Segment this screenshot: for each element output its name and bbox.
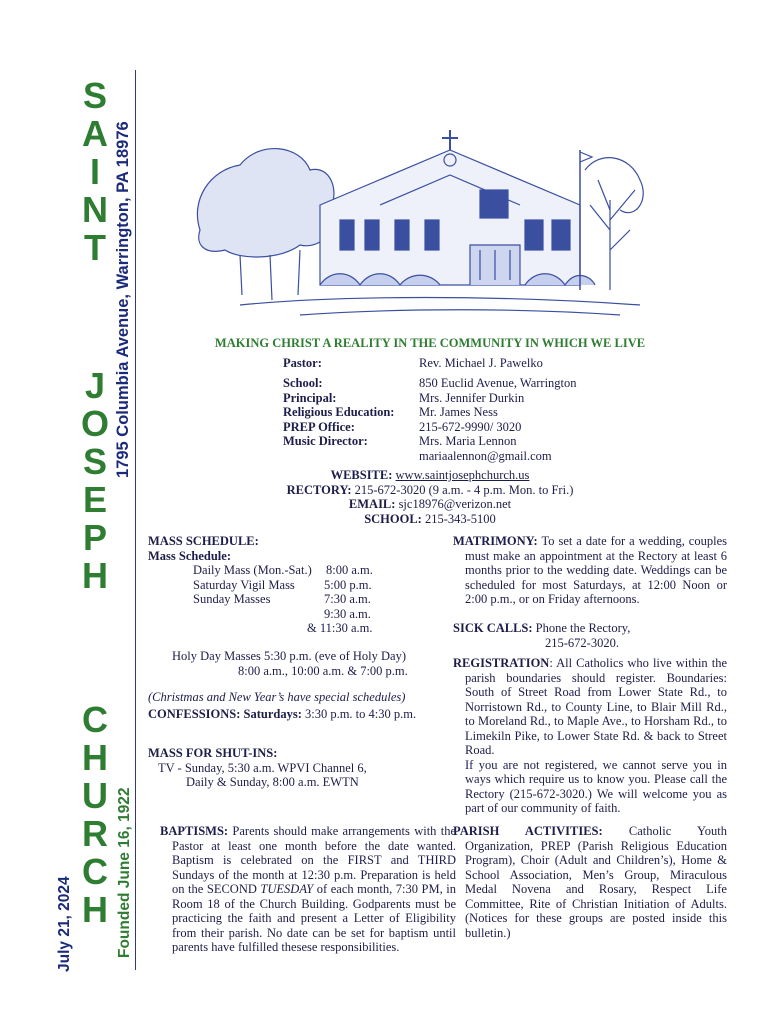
mass-row-time: 8:00 a.m.: [326, 563, 373, 577]
registration-text-2: If you are not registered, we cannot serve you in ways which require us to know you. Please call the Rectory (215-672-3020.) We will welcome you as part of our community of faith.: [465, 757, 727, 815]
letter: H: [82, 889, 108, 930]
rectory-value: 215-672-3020 (9 a.m. - 4 p.m. Mon. to Fri.): [354, 482, 574, 497]
letter: A: [82, 113, 108, 154]
holy-day-line-2: 8:00 a.m., 10:00 a.m. & 7:00 p.m.: [238, 663, 408, 678]
parish-activities: [453, 824, 727, 940]
rectory-label: RECTORY:: [286, 482, 352, 497]
music-value: Mrs. Maria Lennon: [419, 434, 517, 448]
principal-label: Principal:: [283, 390, 337, 405]
letter: O: [80, 403, 109, 444]
confessions: [148, 707, 438, 722]
letter: I: [89, 151, 100, 192]
mass-subheading: Mass Schedule:: [148, 548, 231, 563]
prep-value: 215-672-9990/ 3020: [419, 419, 522, 434]
mass-schedule: [148, 534, 438, 705]
sick-calls: [453, 621, 715, 650]
contact-block: [200, 468, 660, 526]
pastor-value: Rev. Michael J. Pawelko: [419, 356, 543, 370]
mass-row-time: 9:30 a.m.: [324, 606, 371, 621]
joseph-letters: [78, 365, 112, 596]
founded-vertical: Founded June 16, 1922: [116, 787, 133, 958]
letter: E: [82, 479, 107, 520]
mass-row-label: Sunday Masses: [193, 592, 271, 606]
matrimony-text: To set a date for a wedding, couples must make an appointment at the Rectory at least 6 months prior to the wedding date. Weddings can be scheduled for most Saturdays, at 12:00 Noon or 2:00 p.m., or on Friday afternoons.: [465, 534, 727, 606]
shut-ins: [148, 746, 438, 790]
letter: J: [84, 365, 106, 406]
letter: S: [82, 441, 107, 482]
church-illustration: [180, 110, 660, 325]
tagline: MAKING CHRIST A REALITY IN THE COMMUNITY IN WHICH WE LIVE: [214, 336, 646, 350]
date-vertical: July 21, 2024: [56, 876, 73, 972]
email-label: EMAIL:: [348, 497, 396, 511]
mass-heading: MASS SCHEDULE:: [148, 534, 259, 548]
mass-row-label: Daily Mass (Mon.-Sat.): [193, 563, 312, 577]
school-phone-label: SCHOOL:: [364, 511, 422, 526]
baptisms: [160, 824, 456, 955]
website-link[interactable]: www.saintjosephchurch.us: [395, 468, 530, 482]
sick-label: SICK CALLS:: [453, 621, 533, 635]
shutins-line-2: Daily & Sunday, 8:00 a.m. EWTN: [186, 775, 359, 789]
religious-ed-label: Religious Education:: [283, 405, 395, 419]
mass-row-label: Saturday Vigil Mass: [193, 577, 295, 592]
letter: H: [82, 555, 108, 596]
school-phone-value: 215-343-5100: [424, 511, 496, 526]
mass-row-time: 7:30 a.m.: [324, 592, 371, 606]
letter: P: [82, 517, 107, 558]
letter: S: [82, 75, 107, 116]
email-value[interactable]: sjc18976@verizon.net: [398, 497, 512, 511]
shutins-line-1: TV - Sunday, 5:30 a.m. WPVI Channel 6,: [158, 760, 367, 775]
baptisms-tuesday: TUESDAY: [260, 882, 314, 896]
mass-row-time: 5:00 p.m.: [324, 577, 372, 592]
website-label: WEBSITE:: [330, 468, 393, 482]
registration-text-1: : All Catholics who live within the parish boundaries should register. Boundaries: South of Street Road from Lower State Rd., to Norristown Rd., to County Line, to Blair Mill Rd., to Moreland Rd., to Maple Ave., to Horsham Rd., to Limekiln Pike, to Lower State Rd. & back to Street Road.: [465, 656, 727, 757]
address-vertical: 1795 Columbia Avenue, Warrington, PA 18976: [114, 121, 132, 478]
religious-ed-value: Mr. James Ness: [419, 405, 498, 419]
music-label: Music Director:: [283, 434, 368, 448]
music-email[interactable]: mariaalennon@gmail.com: [419, 448, 552, 463]
sick-text: Phone the Rectory,: [535, 621, 631, 635]
baptisms-text-b: of each month, 7:30 PM, in Room 18 of the Church Building. Godparents must be practicing the faith and present a Letter of Eligibility from their parish. No date can be set for baptism until parents have fulfilled thesese responsibilities.: [172, 882, 457, 954]
prep-label: PREP Office:: [283, 419, 355, 434]
school-value: 850 Euclid Avenue, Warrington: [419, 376, 577, 390]
baptisms-label: BAPTISMS:: [160, 824, 229, 838]
registration: [453, 656, 727, 816]
mass-row-time: & 11:30 a.m.: [307, 621, 373, 635]
sick-phone: 215-672-3020.: [545, 635, 619, 650]
activities-label: PARISH ACTIVITIES:: [453, 824, 603, 838]
letter: N: [82, 189, 108, 230]
matrimony-label: MATRIMONY:: [453, 534, 538, 548]
church-letters: [78, 699, 112, 930]
holy-day-line-1: Holy Day Masses 5:30 p.m. (eve of Holy Day): [172, 649, 406, 663]
pastor-label: Pastor:: [283, 356, 322, 370]
matrimony: [453, 534, 727, 607]
school-label: School:: [283, 376, 323, 390]
activities-text: Catholic Youth Organization, PREP (Parish Religious Education Program), Choir (Adult and Children’s), Home & School Association, Men’s Group, Miraculous Medal Novena and Rosary, Respect Life Committee, Rite of Christian Initiation of Adults. (Notices for these groups are posted inside this bulletin.): [465, 824, 728, 940]
confessions-label: CONFESSIONS: Saturdays:: [148, 707, 302, 721]
special-schedule-note: (Christmas and New Year’s have special schedules): [148, 690, 406, 704]
divider-line: [135, 70, 136, 970]
baptisms-text-a: Parents should make arrangements with the Pastor at least one month before the date wanted. Baptism is celebrated on the FIRST and THIRD Sundays of the month at 12:30 p.m. Preparation is held on the SECOND: [172, 824, 457, 896]
registration-label: REGISTRATION: [453, 656, 550, 670]
principal-value: Mrs. Jennifer Durkin: [419, 390, 525, 405]
letter: C: [82, 699, 108, 740]
confessions-text: 3:30 p.m. to 4:30 p.m.: [304, 707, 417, 721]
letter: U: [82, 775, 108, 816]
saint-letters: [78, 75, 112, 268]
shutins-heading: MASS FOR SHUT-INS:: [148, 746, 278, 760]
letter: T: [84, 227, 106, 268]
letter: R: [82, 813, 108, 854]
letter: H: [82, 737, 108, 778]
letter: C: [82, 851, 108, 892]
